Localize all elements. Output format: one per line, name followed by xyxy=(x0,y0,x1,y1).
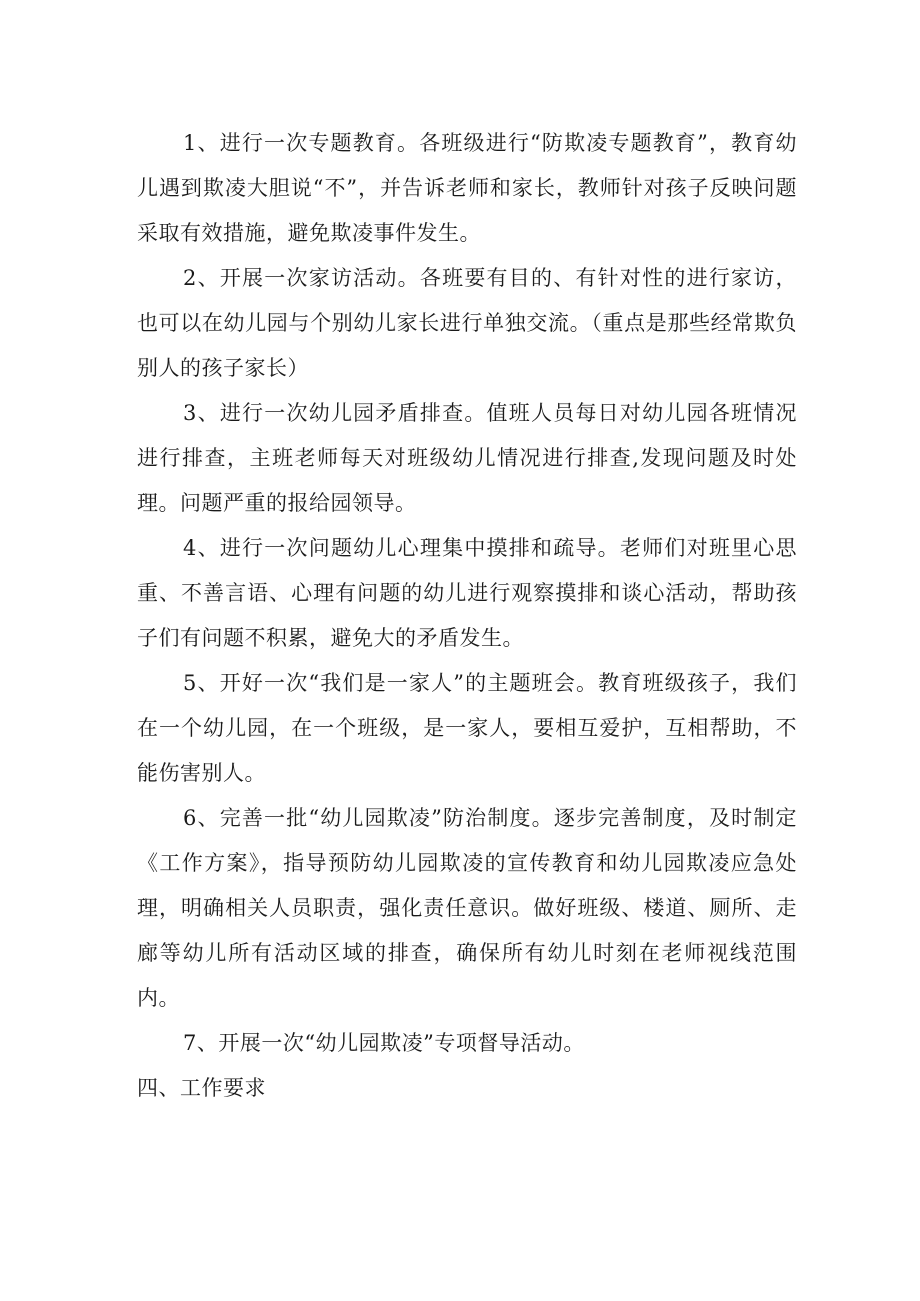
paragraph-item-2: 2、开展一次家访活动。各班要有目的、有针对性的进行家访，也可以在幼儿园与个别幼儿家长进行单独交流。（重点是那些经常欺负别人的孩子家长） xyxy=(137,266,797,380)
paragraph-item-7: 7、开展一次“幼儿园欺凌”专项督导活动。 xyxy=(183,1031,585,1055)
section-heading: 四、工作要求 xyxy=(137,1076,266,1100)
paragraph-item-1: 1、进行一次专题教育。各班级进行“防欺凌专题教育”，教育幼儿遇到欺凌大胆说“不”，并告诉老师和家长，教师针对孩子反映问题采取有效措施，避免欺凌事件发生。 xyxy=(137,131,797,245)
paragraph-item-3: 3、进行一次幼儿园矛盾排查。值班人员每日对幼儿园各班情况进行排查，主班老师每天对班级幼儿情况进行排查,发现问题及时处理。问题严重的报给园领导。 xyxy=(137,401,797,515)
paragraph-item-5: 5、开好一次“我们是一家人”的主题班会。教育班级孩子，我们在一个幼儿园，在一个班级，是一家人，要相互爱护，互相帮助，不能伤害别人。 xyxy=(137,671,797,785)
paragraph-item-4: 4、进行一次问题幼儿心理集中摸排和疏导。老师们对班里心思重、不善言语、心理有问题的幼儿进行观察摸排和谈心活动，帮助孩子们有问题不积累，避免大的矛盾发生。 xyxy=(137,536,797,650)
document-body xyxy=(137,121,797,1111)
paragraph-item-6: 6、完善一批“幼儿园欺凌”防治制度。逐步完善制度，及时制定《工作方案》，指导预防幼儿园欺凌的宣传教育和幼儿园欺凌应急处理，明确相关人员职责，强化责任意识。做好班级、楼道、厕所、走廊等幼儿所有活动区域的排查，确保所有幼儿时刻在老师视线范围内。 xyxy=(137,806,797,1010)
